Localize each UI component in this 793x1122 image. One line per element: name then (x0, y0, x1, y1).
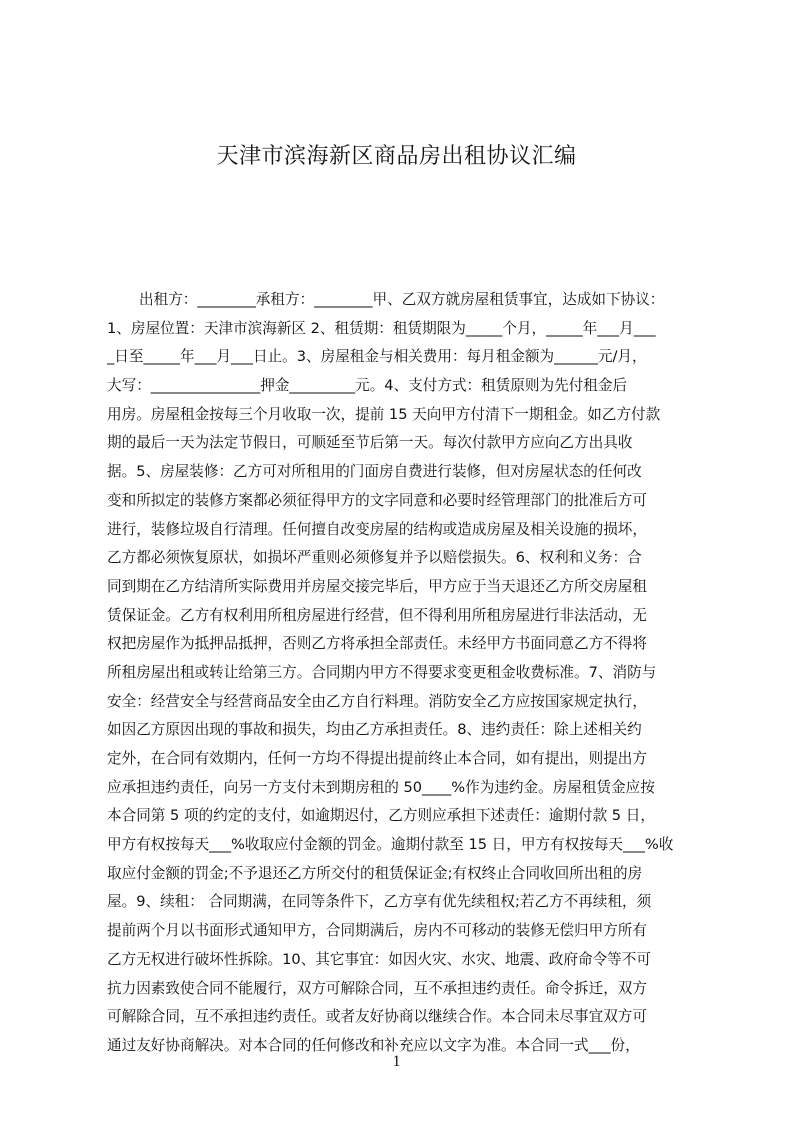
body-text-line: 1、房屋位置：天津市滨海新区 2、租赁期：租赁期限为_____个月，_____年___月___ (107, 319, 656, 337)
body-text-line: 同到期在乙方结清所实际费用并房屋交接完毕后，甲方应于当天退还乙方所交房屋租 (107, 577, 647, 595)
body-text-line: 出租方：________承租方：________甲、乙双方就房屋租赁事宜，达成如下协议： (139, 291, 665, 308)
document-title: 天津市滨海新区商品房出租协议汇编 (216, 144, 577, 169)
body-text-line: 用房。房屋租金按每三个月收取一次，提前 15 天向甲方付清下一期租金。如乙方付款 (107, 405, 661, 423)
body-text-line: 通过友好协商解决。对本合同的任何修改和补充应以文字为准。本合同一式___份， (107, 1036, 640, 1054)
body-text-line: _日至_____年___月___日止。3、房屋租金与相关费用：每月租金额为______元/月， (107, 348, 647, 366)
body-text-line: 大写：_______________押金_________元。4、支付方式：租赁原则为先付租金后 (107, 377, 628, 395)
body-text-line: 乙方无权进行破坏性拆除。10、其它事宜：如因火灾、水灾、地震、政府命令等不可 (107, 950, 651, 968)
body-text-line: 权把房屋作为抵押品抵押，否则乙方将承担全部责任。未经甲方书面同意乙方不得将 (107, 635, 647, 653)
body-text-line: 屋。9、续租： 合同期满，在同等条件下，乙方享有优先续租权;若乙方不再续租，须 (107, 893, 652, 911)
page-number: 1 (392, 1053, 401, 1070)
document-body (107, 286, 697, 1061)
body-text-line: 如因乙方原因出现的事故和损失，均由乙方承担责任。8、违约责任：除上述相关约 (107, 721, 642, 739)
body-text-line: 进行，装修垃圾自行清理。任何擅自改变房屋的结构或造成房屋及相关设施的损坏， (107, 520, 647, 538)
body-text-line: 赁保证金。乙方有权利用所租房屋进行经营，但不得利用所租房屋进行非法活动，无 (107, 606, 647, 624)
body-text-line: 抗力因素致使合同不能履行，双方可解除合同，互不承担违约责任。命令拆迁，双方 (107, 979, 647, 997)
body-text-line: 变和所拟定的装修方案都必须征得甲方的文字同意和必要时经管理部门的批准后方可 (107, 491, 647, 509)
body-text-line: 应承担违约责任，向另一方支付未到期房租的 50____%作为违约金。房屋租赁金应按 (107, 778, 655, 796)
body-text-line: 期的最后一天为法定节假日，可顺延至节后第一天。每次付款甲方应向乙方出具收 (107, 434, 633, 452)
body-text-line: 提前两个月以书面形式通知甲方，合同期满后，房内不可移动的装修无偿归甲方所有 (107, 922, 647, 940)
body-text-line: 安全：经营安全与经营商品安全由乙方自行料理。消防安全乙方应按国家规定执行， (107, 692, 647, 710)
body-text-line: 本合同第 5 项的约定的支付，如逾期迟付，乙方则应承担下述责任：逾期付款 5 日， (107, 807, 655, 825)
body-text-line: 据。5、房屋装修：乙方可对所租用的门面房自费进行装修，但对房屋状态的任何改 (107, 463, 642, 481)
body-text-line: 所租房屋出租或转让给第三方。合同期内甲方不得要求变更租金收费标准。7、消防与 (107, 663, 657, 681)
body-text-line: 定外，在合同有效期内，任何一方均不得提出提前终止本合同，如有提出，则提出方 (107, 750, 647, 767)
body-text-line: 乙方都必须恢复原状，如损坏严重则必须修复并予以赔偿损失。6、权利和义务：合 (107, 549, 642, 567)
body-text-line: 取应付金额的罚金;不予退还乙方所交付的租赁保证金;有权终止合同收回所出租的房 (107, 864, 643, 882)
body-text-line: 可解除合同，互不承担违约责任。或者友好协商以继续合作。本合同未尽事宜双方可 (107, 1008, 647, 1026)
body-text-line: 甲方有权按每天___%收取应付金额的罚金。逾期付款至 15 日，甲方有权按每天___%收 (107, 836, 674, 854)
